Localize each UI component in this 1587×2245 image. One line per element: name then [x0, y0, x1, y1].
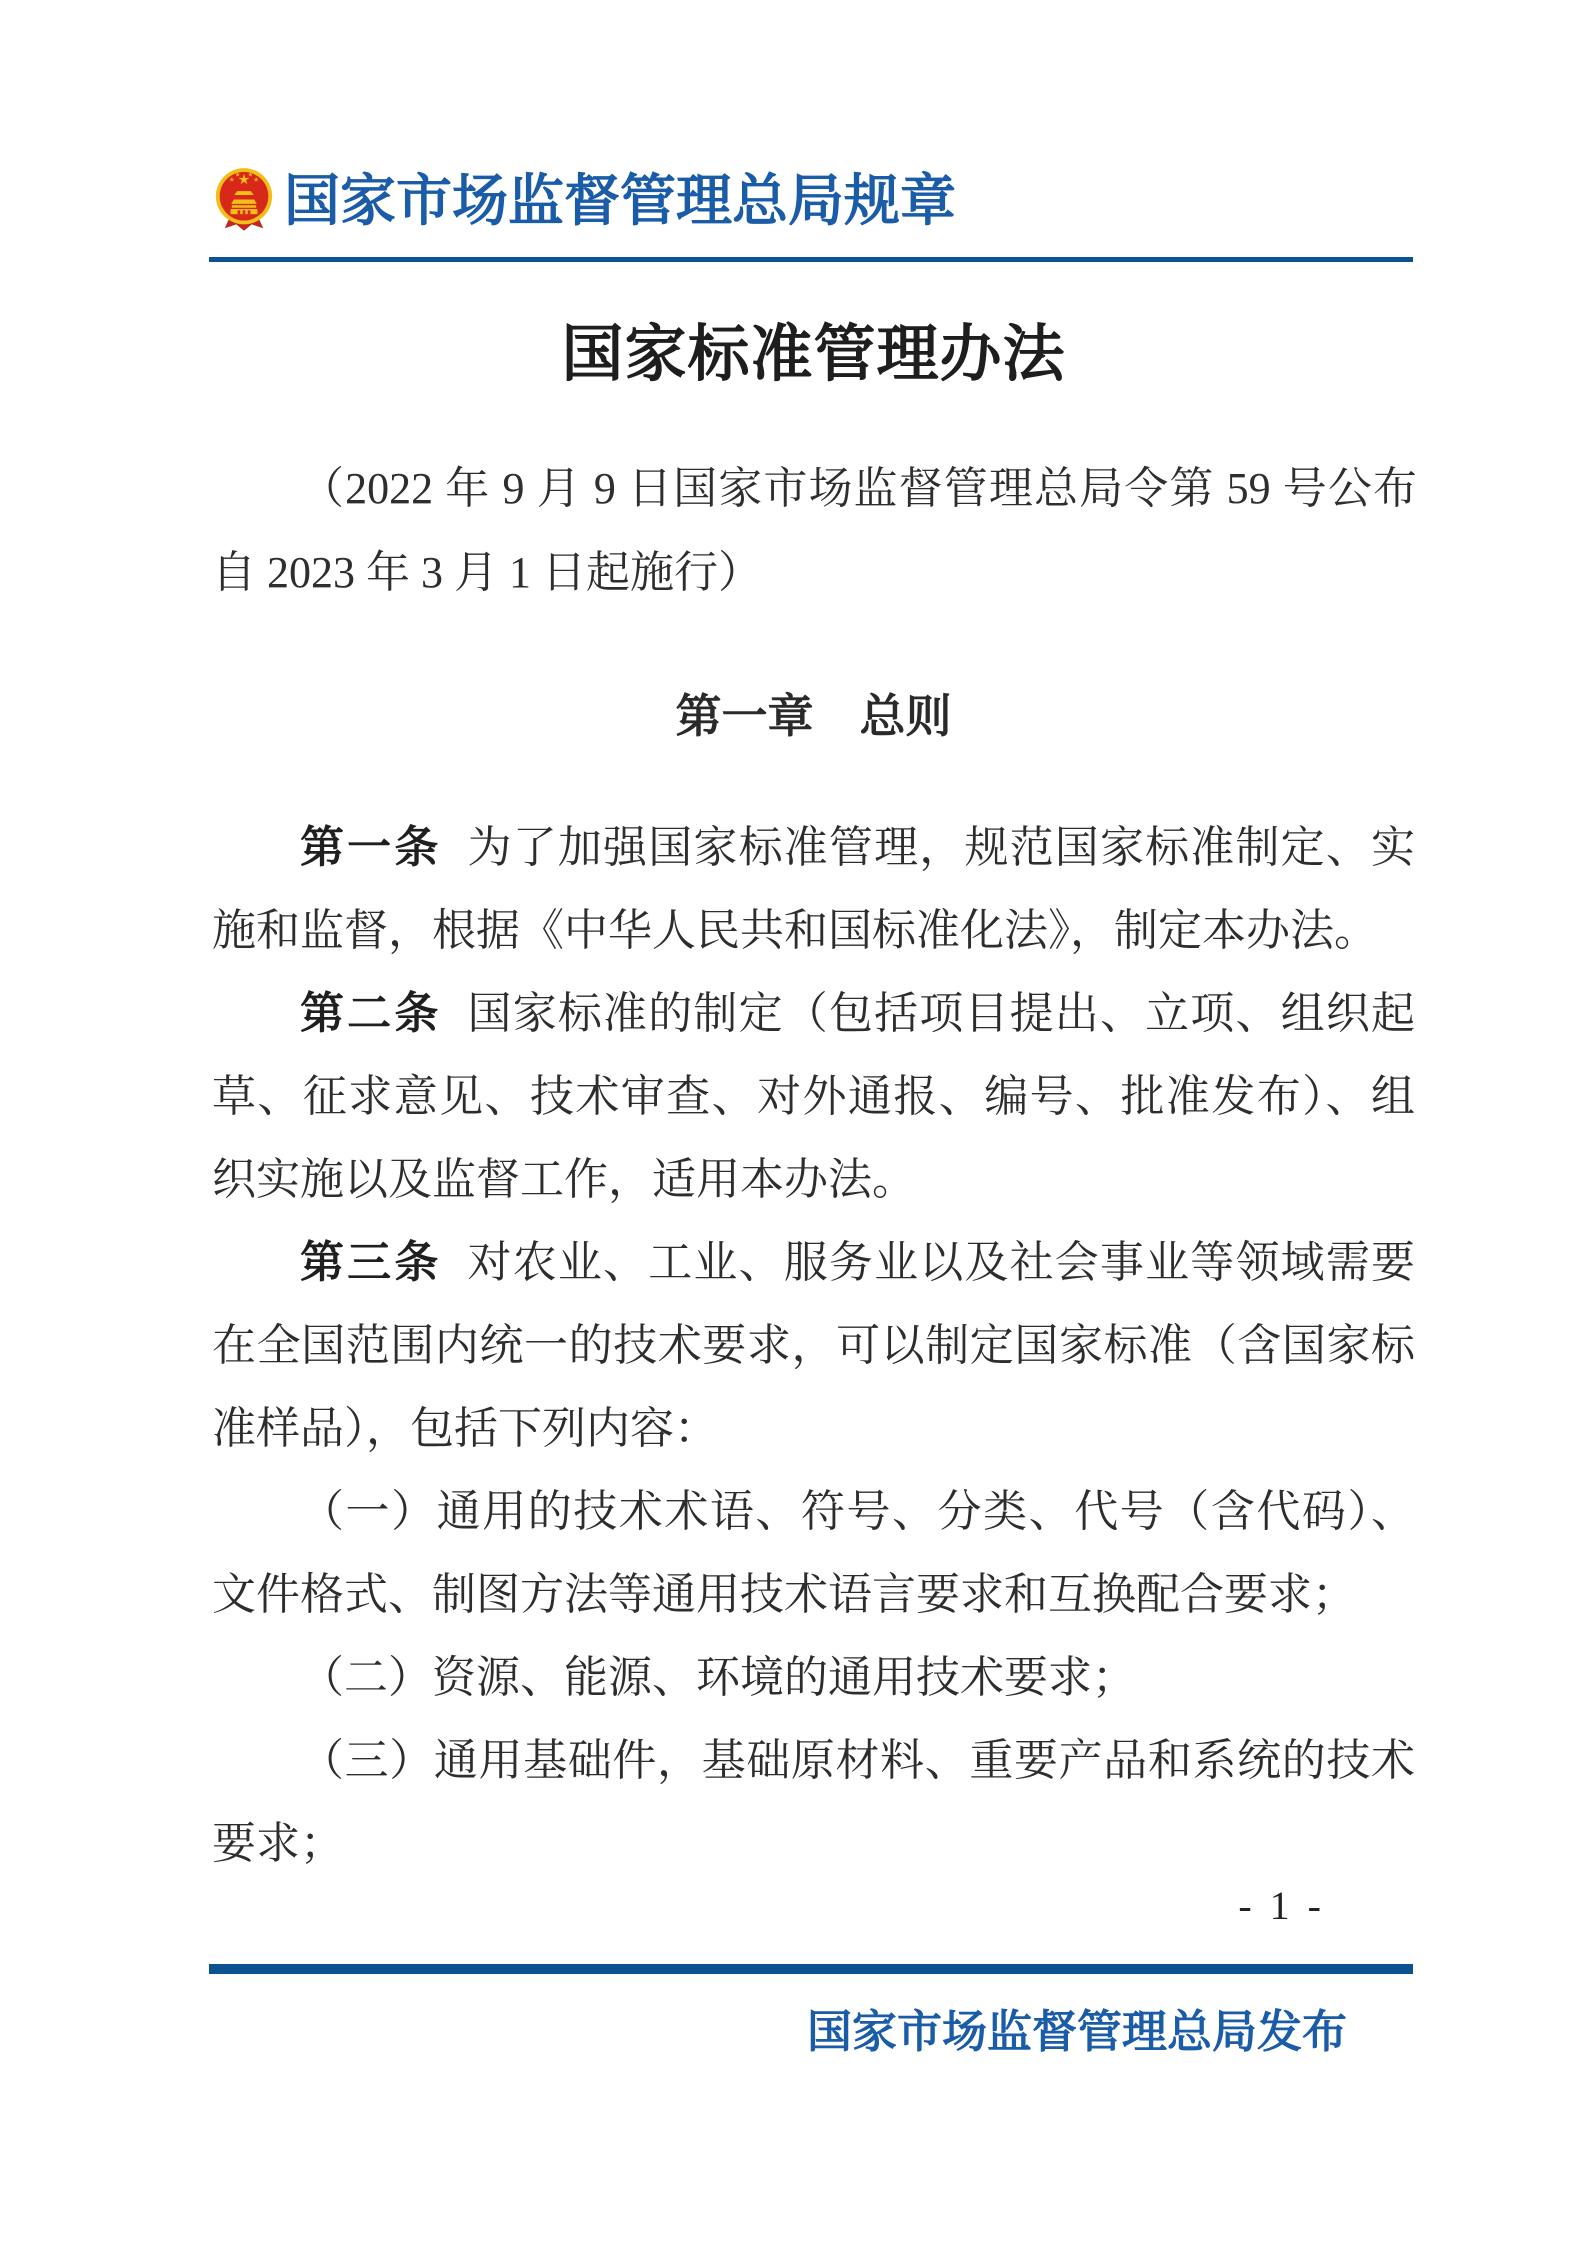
article-paragraph [212, 972, 1415, 1221]
list-item-paragraph [212, 1470, 1415, 1636]
article-text: 国家标准的制定（包括项目提出、立项、组织起草、征求意见、技术审查、对外通报、编号、批准发布）、组织实施以及监督工作，适用本办法。 [212, 989, 1416, 1204]
article-text: （三）通用基础件，基础原材料、重要产品和系统的技术要求； [212, 1736, 1415, 1868]
chapter-heading: 第一章 总则 [675, 690, 952, 743]
article-text: （一）通用的技术术语、符号、分类、代号（含代码）、文件格式、制图方法等通用技术语言要求和互换配合要求； [212, 1487, 1415, 1619]
publisher-label: 国家市场监督管理总局发布 [806, 2007, 1347, 2057]
promulgation-note: （2022 年 9 月 9 日国家市场监督管理总局令第 59 号公布 自 2023 年 3 月 1 日起施行） [212, 464, 1461, 597]
article-number: 第三条 [300, 1238, 442, 1287]
article-text: 对农业、工业、服务业以及社会事业等领域需要在全国范围内统一的技术要求，可以制定国家标准（含国家标准样品），包括下列内容： [212, 1238, 1416, 1453]
article-number: 第一条 [300, 823, 442, 872]
list-item-paragraph [212, 1636, 1415, 1719]
page-number: - 1 - [1238, 1883, 1325, 1928]
document-header [212, 166, 956, 238]
china-national-emblem-icon [212, 166, 276, 238]
document-body [212, 806, 1415, 1885]
article-paragraph [212, 806, 1415, 972]
header-divider-rule [209, 257, 1413, 262]
article-number: 第二条 [300, 989, 442, 1038]
article-text: 为了加强国家标准管理，规范国家标准制定、实施和监督，根据《中华人民共和国标准化法》，制定本办法。 [212, 823, 1416, 955]
footer-divider-rule [209, 1964, 1413, 1974]
document-title: 国家标准管理办法 [561, 320, 1066, 389]
article-paragraph [212, 1221, 1415, 1470]
agency-header-label: 国家市场监督管理总局规章 [284, 171, 956, 233]
list-item-paragraph [212, 1719, 1415, 1885]
article-text: （二）资源、能源、环境的通用技术要求； [300, 1653, 1136, 1702]
